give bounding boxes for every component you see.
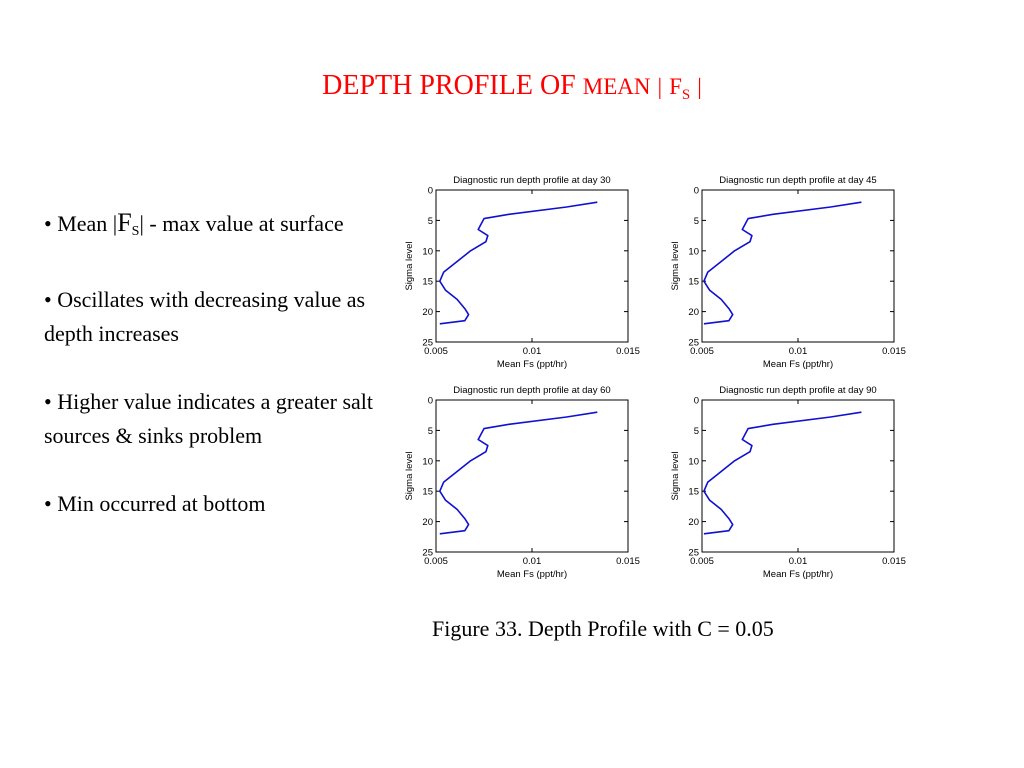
plot-frame: [702, 400, 894, 552]
title-bar-left: |: [657, 74, 663, 99]
y-tick-label: 5: [427, 425, 433, 437]
series-line: [704, 202, 862, 324]
chart-day-90: [666, 378, 916, 588]
x-tick-label: 0.015: [882, 346, 906, 357]
title-mean: MEAN: [582, 74, 651, 99]
y-tick-label: 20: [422, 307, 433, 319]
y-tick-label: 15: [688, 276, 699, 288]
bullet-1-bar: |: [139, 211, 144, 236]
y-tick-label: 10: [422, 456, 433, 468]
figure-caption: Figure 33. Depth Profile with C = 0.05: [432, 616, 774, 641]
y-tick-label: 15: [422, 486, 433, 498]
title-sub: S: [681, 87, 691, 103]
y-tick-label: 25: [688, 337, 699, 349]
y-tick-label: 0: [693, 185, 699, 197]
x-tick-label: 0.005: [690, 346, 714, 357]
y-tick-label: 0: [693, 395, 699, 407]
bullet-1-f: [117, 208, 139, 237]
bullet-list: [44, 206, 374, 555]
y-tick-label: 0: [427, 395, 433, 407]
bullet-3: • Higher value indicates a greater salt sources & sinks problem: [44, 389, 374, 448]
y-tick-label: 5: [693, 215, 699, 227]
x-tick-label: 0.015: [882, 556, 906, 567]
chart-title: Diagnostic run depth profile at day 30: [453, 175, 611, 186]
chart-title: Diagnostic run depth profile at day 90: [719, 385, 877, 396]
bullet-1-f-letter: F: [117, 208, 132, 237]
bullet-1-suffix: - max value at surface: [143, 211, 344, 236]
y-tick-label: 20: [688, 517, 699, 529]
x-tick-label: 0.005: [424, 556, 448, 567]
series-line: [440, 412, 598, 534]
y-axis-label: Sigma level: [404, 241, 415, 291]
y-tick-label: 5: [693, 425, 699, 437]
x-tick-label: 0.01: [522, 556, 542, 567]
x-axis-label: Mean Fs (ppt/hr): [762, 569, 834, 580]
chart-title: Diagnostic run depth profile at day 45: [719, 175, 877, 186]
y-tick-label: 25: [422, 547, 433, 559]
bullet-1-f-sub: S: [131, 224, 140, 239]
y-axis-label: Sigma level: [670, 241, 681, 291]
y-tick-label: 25: [422, 337, 433, 349]
y-tick-label: 0: [427, 185, 433, 197]
x-tick-label: 0.01: [788, 556, 808, 567]
chart-title: Diagnostic run depth profile at day 60: [453, 385, 611, 396]
series-line: [440, 202, 598, 324]
chart-day-45: [666, 168, 916, 378]
plot-frame: [702, 190, 894, 342]
y-tick-label: 15: [688, 486, 699, 498]
y-axis-label: Sigma level: [404, 451, 415, 501]
y-tick-label: 5: [427, 215, 433, 227]
y-tick-label: 15: [422, 276, 433, 288]
y-axis-label: Sigma level: [670, 451, 681, 501]
x-axis-label: Mean Fs (ppt/hr): [496, 359, 568, 370]
x-tick-label: 0.005: [690, 556, 714, 567]
bullet-4: • Min occurred at bottom: [44, 491, 266, 516]
series-line: [704, 412, 862, 534]
chart-day-30: [400, 168, 650, 378]
bullet-1: [44, 206, 374, 249]
x-tick-label: 0.01: [522, 346, 542, 357]
slide-title: [0, 70, 1024, 104]
x-tick-label: 0.015: [616, 346, 640, 357]
title-main: DEPTH PROFILE OF: [322, 70, 576, 101]
x-tick-label: 0.005: [424, 346, 448, 357]
y-tick-label: 25: [688, 547, 699, 559]
y-tick-label: 20: [688, 307, 699, 319]
x-tick-label: 0.01: [788, 346, 808, 357]
y-tick-label: 10: [688, 246, 699, 258]
title-f: F: [669, 74, 682, 99]
y-tick-label: 20: [422, 517, 433, 529]
title-bar-right: |: [697, 74, 702, 99]
x-axis-label: Mean Fs (ppt/hr): [496, 569, 568, 580]
bullet-2: • Oscillates with decreasing value as depth increases: [44, 287, 366, 346]
y-tick-label: 10: [688, 456, 699, 468]
y-tick-label: 10: [422, 246, 433, 258]
bullet-1-prefix: • Mean |: [44, 211, 118, 236]
x-tick-label: 0.015: [616, 556, 640, 567]
x-axis-label: Mean Fs (ppt/hr): [762, 359, 834, 370]
chart-day-60: [400, 378, 650, 588]
